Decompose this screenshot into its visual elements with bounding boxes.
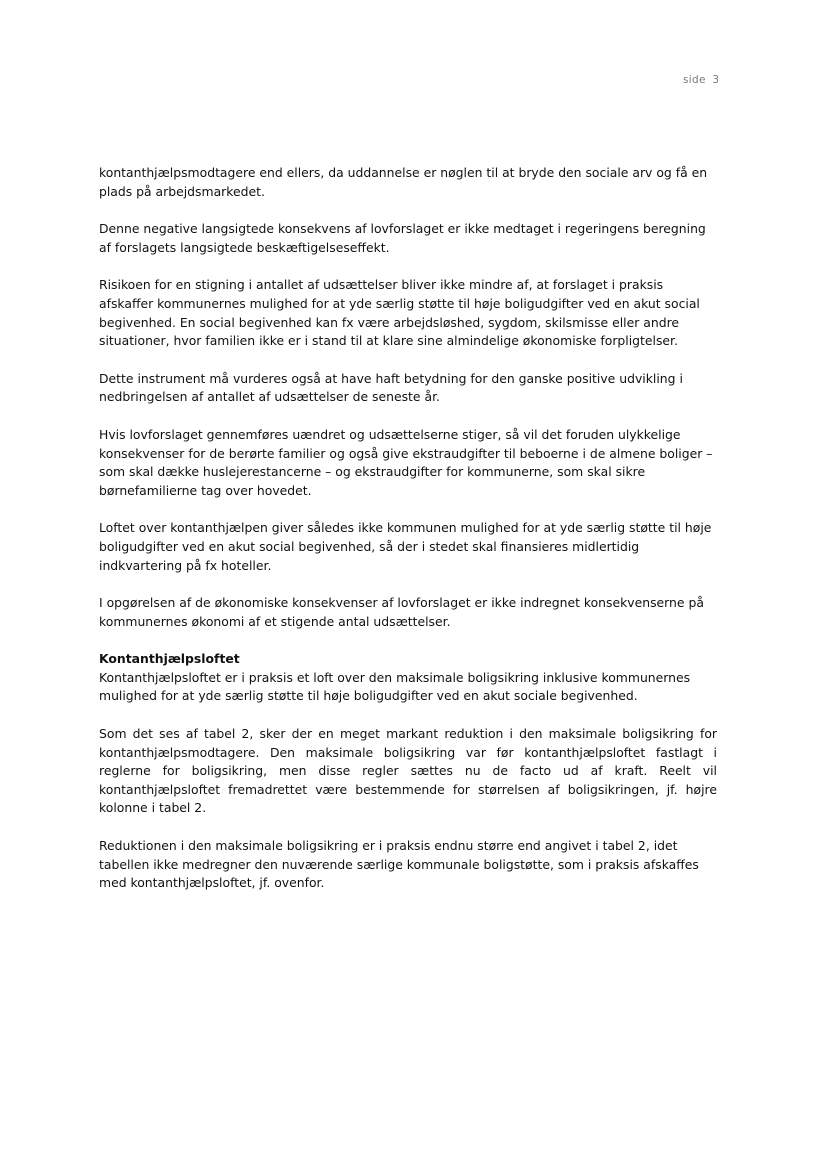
document-body: [99, 164, 717, 912]
paragraph-2: Denne negative langsigtede konsekvens af lovforslaget er ikke medtaget i regeringens beregning af forslagets langsigtede beskæftigelseseffekt.: [99, 221, 706, 255]
section-paragraph-2: Som det ses af tabel 2, sker der en meget markant reduktion i den maksimale boligsikring for kontanthjælpsmodtagere. Den maksimale boligsikring var før kontanthjælpsloftet fastlagt i reglerne for boligsikring, men disse regler sættes nu de facto ud af kraft. Reelt vil kontanthjælpsloftet fremadrettet være bestemmende for størrelsen af boligsikringen, jf. højre kolonne i tabel 2.: [99, 726, 717, 816]
paragraph-3: Risikoen for en stigning i antallet af udsættelser bliver ikke mindre af, at forslaget i praksis afskaffer kommunernes mulighed for at yde særlig støtte til høje boligudgifter ved en akut social begivenhed. En social begivenhed kan fx være arbejdsløshed, sygdom, skilsmisse eller andre situationer, hvor familien ikke er i stand til at klare sine almindelige økonomiske forpligtelser.: [99, 277, 700, 349]
paragraph-6: Loftet over kontanthjælpen giver således ikke kommunen mulighed for at yde særlig støtte til høje boligudgifter ved en akut social begivenhed, så der i stedet skal finansieres midlertidig indkvartering på fx hoteller.: [99, 520, 712, 573]
paragraph-1: kontanthjælpsmodtagere end ellers, da uddannelse er nøglen til at bryde den sociale arv og få en plads på arbejdsmarkedet.: [99, 165, 708, 199]
paragraph-4: Dette instrument må vurderes også at have haft betydning for den ganske positive udvikling i nedbringelsen af antallet af udsættelser de seneste år.: [99, 370, 683, 405]
paragraph-5: Hvis lovforslaget gennemføres uændret og udsættelserne stiger, så vil det foruden ulykkelige konsekvenser for de berørte familier og også give ekstraudgifter til beboerne i de almene boliger – som skal dække huslejerestancerne – og ekstraudgifter for kommunerne, som skal sikre børnefamilierne tag over hovedet.: [99, 426, 713, 498]
page-number: side 3: [683, 74, 720, 86]
section-paragraph-3: Reduktionen i den maksimale boligsikring er i praksis endnu større end angivet i tabel 2, idet tabellen ikke medregner den nuværende særlige kommunale boligstøtte, som i praksis afskaffes med kontanthjælpsloftet, jf. ovenfor.: [99, 838, 699, 891]
paragraph-7: I opgørelsen af de økonomiske konsekvenser af lovforslaget er ikke indregnet konsekvenserne på kommunernes økonomi af et stigende antal udsættelser.: [99, 595, 704, 629]
section-paragraph-1: Kontanthjælpsloftet er i praksis et loft over den maksimale boligsikring inklusive kommunernes mulighed for at yde særlig støtte til høje boligudgifter ved en akut sociale begivenhed.: [99, 669, 691, 704]
section-heading: Kontanthjælpsloftet: [99, 651, 240, 667]
